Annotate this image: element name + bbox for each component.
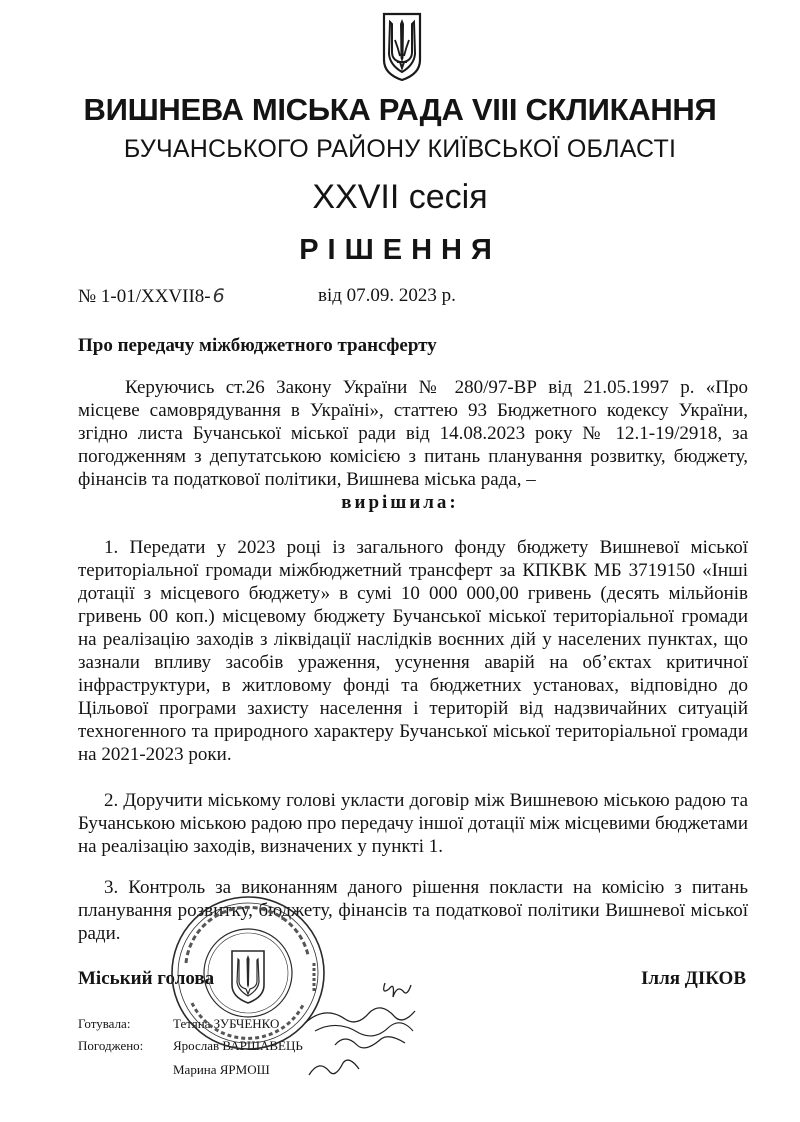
preamble-paragraph: Керуючись ст.26 Закону України № 280/97-ВР від 21.05.1997 р. «Про місцеве самоврядування в Україні», статтею 93 Бюджетного кодексу України, згідно листа Бучанської міської ради від 14.08.2023 року № 12.1-19/2918, за погодженням з депутатською комісією з питань планування розвитку, бюджету, фінансів та податкової політики, Вишнева міська рада, – [78, 377, 748, 490]
prepared-label: Готувала: [78, 1016, 131, 1031]
document-type: РІШЕННЯ [299, 234, 501, 266]
decision-date: від 07.09. 2023 р. [318, 285, 456, 306]
handwritten-signature-icon [285, 975, 445, 1095]
list-item: 2. Доручити міському голові укласти договір між Вишневою міською радою та Бучанською міською радою про передачу іншої дотації між місцевими бюджетами на реалізацію заходів, визначених у пункті 1. [78, 790, 749, 857]
agreed-name-1: Ярослав ВАРШАВЕЦЬ [173, 1038, 303, 1053]
decision-number-printed: № 1-01/XXVII8- [78, 286, 211, 307]
council-district: БУЧАНСЬКОГО РАЙОНУ КИЇВСЬКОЇ ОБЛАСТІ [123, 135, 677, 163]
council-name: ВИШНЕВА МІСЬКА РАДА VIII СКЛИКАННЯ [83, 92, 717, 127]
decision-number-handwritten: 6 [212, 285, 225, 307]
agreed-name-2: Марина ЯРМОШ [173, 1062, 270, 1077]
list-item: 3. Контроль за виконанням даного рішення покласти на комісію з питань планування розвитку, бюджету, фінансів та податкової політики Вишневої міської ради. [78, 877, 748, 944]
resolved-heading: вирішила: [341, 492, 459, 513]
decision-number [78, 285, 225, 308]
prepared-name: Тетяна ЗУБЧЕНКО [173, 1016, 280, 1031]
list-item: 1. Передати у 2023 році із загального фонду бюджету Вишневої міської територіальної громади міжбюджетний трансферт за КПКВК МБ 3719150 «Інші дотації з місцевого бюджету» в сумі 10 000 000,00 гривень (десять мільйонів гривень 00 коп.) місцевому бюджету Бучанської міської територіальної громади на реалізацію заходів з ліквідації наслідків воєнних дій у населених пунктах, що зазнали впливу засобів ураження, усунення аварій на об’єктах критичної інфраструктури, в житловому фонді та бюджетних установах, відповідно до Цільової програми захисту населення і територій від надзвичайних ситуацій техногенного та природного характеру Бучанської міської територіальної громади на 2021-2023 роки. [78, 537, 748, 765]
coat-of-arms-icon [381, 10, 423, 82]
subject-title: Про передачу міжбюджетного трансферту [78, 335, 437, 356]
session-title: XXVII сесія [312, 178, 488, 216]
signatory-position: Міський голова [78, 968, 215, 989]
signatory-name: Ілля ДІКОВ [641, 968, 746, 989]
agreed-label: Погоджено: [78, 1038, 144, 1053]
